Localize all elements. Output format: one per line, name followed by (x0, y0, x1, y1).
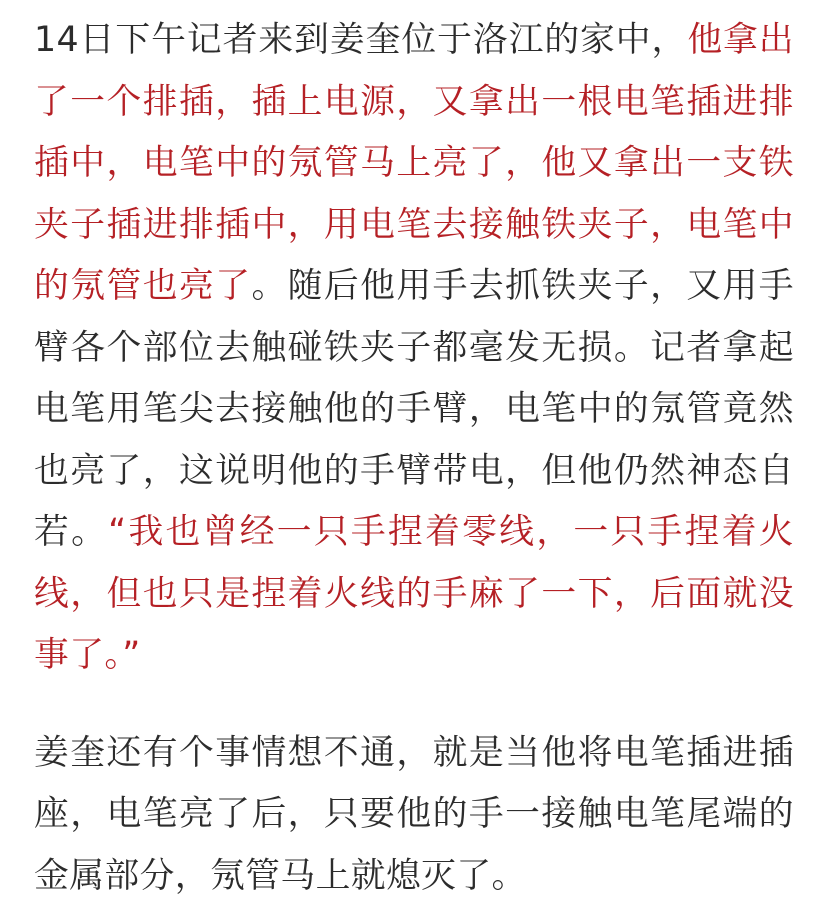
paragraph-2 (34, 723, 794, 907)
paragraph-1-body-text: 。随后他用手去抓铁夹子，又用手臂各个部位去触碰铁夹子都毫发无损。记者拿起电笔用笔尖去接触他的手臂，电笔中的氖管竟然也亮了，这说明他的手臂带电，但他仍然神态自若。 (34, 266, 794, 552)
paragraph-1 (34, 10, 794, 687)
paragraph-1-highlight-quote: “我也曾经一只手捏着零线，一只手捏着火线，但也只是捏着火线的手麻了一下，后面就没事了。” (34, 512, 794, 675)
paragraph-2-text: 姜奎还有个事情想不通，就是当他将电笔插进插座，电笔亮了后，只要他的手一接触电笔尾端的金属部分，氖管马上就熄灭了。 (34, 733, 794, 896)
paragraph-1-intro-text: 14日下午记者来到姜奎位于洛江的家中， (34, 20, 687, 60)
paragraph-1-highlight-demo: 他拿出了一个排插，插上电源，又拿出一根电笔插进排插中，电笔中的氖管马上亮了，他又拿出一支铁夹子插进排插中，用电笔去接触铁夹子，电笔中的氖管也亮了 (34, 20, 794, 306)
